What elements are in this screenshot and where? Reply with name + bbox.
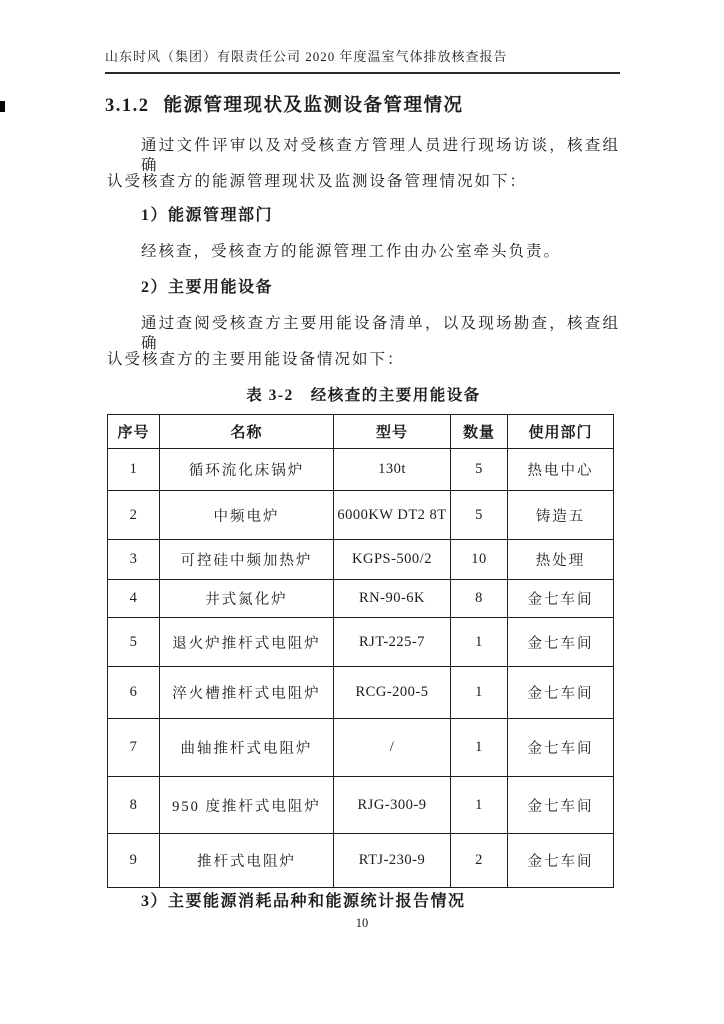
- cell-seq: 1: [108, 449, 160, 491]
- table-row: [108, 540, 614, 580]
- table-row: [108, 777, 614, 834]
- paragraph1-line1: 通过文件评审以及对受核查方管理人员进行现场访谈，核查组确: [141, 137, 620, 174]
- cell-seq: 6: [108, 667, 160, 719]
- running-header-title: 山东时风（集团）有限责任公司 2020 年度温室气体排放核查报告: [105, 49, 508, 64]
- running-header: [105, 46, 620, 74]
- cell-seq: 7: [108, 719, 160, 777]
- cell-dept: 金七车间: [508, 580, 614, 618]
- cell-dept: 金七车间: [508, 777, 614, 834]
- cell-seq: 5: [108, 618, 160, 667]
- cell-name: 推杆式电阻炉: [160, 834, 334, 888]
- cell-qty: 10: [451, 540, 508, 580]
- table-row: [108, 618, 614, 667]
- header-rule: [105, 72, 620, 74]
- subheading-3: 3）主要能源消耗品种和能源统计报告情况: [141, 893, 466, 910]
- cell-seq: 9: [108, 834, 160, 888]
- cell-name: 井式氮化炉: [160, 580, 334, 618]
- cell-seq: 3: [108, 540, 160, 580]
- cell-model: RCG-200-5: [334, 667, 451, 719]
- cell-dept: 热电中心: [508, 449, 614, 491]
- cell-name: 曲轴推杆式电阻炉: [160, 719, 334, 777]
- cell-dept: 铸造五: [508, 491, 614, 540]
- col-header-qty: 数量: [451, 415, 508, 449]
- equipment-table-body: [108, 449, 614, 888]
- table-row: [108, 449, 614, 491]
- cell-name: 淬火槽推杆式电阻炉: [160, 667, 334, 719]
- table-header-row: [108, 415, 614, 449]
- col-header-seq: 序号: [108, 415, 160, 449]
- col-header-name: 名称: [160, 415, 334, 449]
- cell-model: 130t: [334, 449, 451, 491]
- cell-model: KGPS-500/2: [334, 540, 451, 580]
- cell-qty: 5: [451, 491, 508, 540]
- cell-seq: 4: [108, 580, 160, 618]
- paragraph3-line2: 认受核查方的主要用能设备情况如下：: [107, 351, 405, 368]
- cell-dept: 金七车间: [508, 667, 614, 719]
- col-header-dept: 使用部门: [508, 415, 614, 449]
- table-row: [108, 491, 614, 540]
- col-header-model: 型号: [334, 415, 451, 449]
- cell-model: RTJ-230-9: [334, 834, 451, 888]
- subheading-2: 2）主要用能设备: [141, 279, 274, 296]
- paragraph2-line1: 经核查，受核查方的能源管理工作由办公室牵头负责。: [141, 243, 562, 260]
- cell-dept: 热处理: [508, 540, 614, 580]
- paragraph3-line1: 通过查阅受核查方主要用能设备清单，以及现场勘查，核查组确: [141, 315, 620, 352]
- section-heading: [105, 91, 620, 117]
- page-number: 10: [355, 916, 369, 930]
- equipment-table-header: [108, 415, 614, 449]
- cell-name: 可控硅中频加热炉: [160, 540, 334, 580]
- table-row: [108, 580, 614, 618]
- cell-qty: 2: [451, 834, 508, 888]
- table-row: [108, 719, 614, 777]
- cell-name: 退火炉推杆式电阻炉: [160, 618, 334, 667]
- cell-qty: 1: [451, 719, 508, 777]
- cell-name: 循环流化床锅炉: [160, 449, 334, 491]
- subheading-1: 1）能源管理部门: [141, 207, 274, 224]
- cell-name: 中频电炉: [160, 491, 334, 540]
- cell-model: RJT-225-7: [334, 618, 451, 667]
- cell-model: RN-90-6K: [334, 580, 451, 618]
- cell-dept: 金七车间: [508, 719, 614, 777]
- paragraph1-line2: 认受核查方的能源管理现状及监测设备管理情况如下：: [107, 173, 528, 190]
- cell-dept: 金七车间: [508, 834, 614, 888]
- cell-qty: 5: [451, 449, 508, 491]
- cell-qty: 8: [451, 580, 508, 618]
- cell-model: 6000KW DT2 8T: [334, 491, 451, 540]
- scan-edge-artifact: [0, 101, 5, 112]
- cell-dept: 金七车间: [508, 618, 614, 667]
- table-row: [108, 834, 614, 888]
- table-row: [108, 667, 614, 719]
- cell-name: 950 度推杆式电阻炉: [160, 777, 334, 834]
- cell-model: RJG-300-9: [334, 777, 451, 834]
- section-number: 3.1.2: [105, 96, 150, 116]
- section-title: 能源管理现状及监测设备管理情况: [163, 96, 464, 116]
- cell-qty: 1: [451, 777, 508, 834]
- cell-seq: 8: [108, 777, 160, 834]
- table-caption: 表 3-2 经核查的主要用能设备: [246, 387, 481, 404]
- cell-qty: 1: [451, 618, 508, 667]
- cell-qty: 1: [451, 667, 508, 719]
- equipment-table: [107, 414, 614, 888]
- cell-seq: 2: [108, 491, 160, 540]
- cell-model: /: [334, 719, 451, 777]
